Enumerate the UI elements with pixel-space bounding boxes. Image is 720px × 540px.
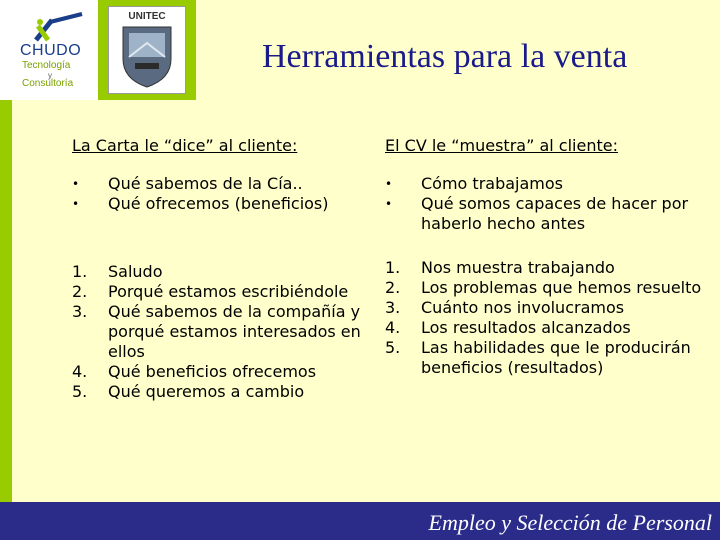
- unitec-shield-icon: [109, 7, 185, 93]
- list-item: [72, 262, 362, 282]
- list-item-text: Qué somos capaces de hacer por haberlo hecho antes: [421, 194, 689, 233]
- list-item: [72, 282, 362, 302]
- list-item: [72, 302, 362, 362]
- list-item: [385, 258, 705, 278]
- list-item-text: Saludo: [108, 262, 163, 281]
- footer-bar: [0, 502, 720, 540]
- chudo-tagline-3: Consultoría: [22, 78, 74, 89]
- list-item-text: Las habilidades que le producirán beneficios (resultados): [421, 338, 691, 377]
- carta-heading: [72, 136, 362, 156]
- unitec-wordmark: UNITEC: [128, 11, 166, 22]
- list-number: 4.: [72, 362, 88, 381]
- list-number: 3.: [385, 298, 401, 317]
- list-item-text: Qué beneficios ofrecemos: [108, 362, 317, 381]
- chudo-logo: [0, 0, 98, 100]
- list-item: [72, 194, 362, 214]
- footer-text: Empleo y Selección de Personal: [428, 510, 712, 535]
- carta-heading-text: La Carta le “dice” al cliente: [72, 136, 292, 155]
- list-number: 2.: [72, 282, 88, 301]
- bullet-icon: •: [72, 197, 80, 211]
- carta-numbered-list: [72, 262, 362, 402]
- chudo-tagline-2: y: [48, 71, 52, 80]
- chudo-wordmark: CHUDO: [20, 42, 82, 59]
- list-number: 5.: [385, 338, 401, 357]
- bullet-icon: •: [385, 197, 393, 211]
- list-item-text: Los problemas que hemos resuelto: [421, 278, 702, 297]
- carta-bullet-list: [72, 174, 362, 214]
- list-item: [385, 278, 705, 298]
- list-item: [385, 174, 705, 194]
- list-item: [72, 362, 362, 382]
- list-item-text: Nos muestra trabajando: [421, 258, 615, 277]
- list-number: 1.: [72, 262, 88, 281]
- unitec-logo: [108, 6, 186, 94]
- list-item-text: Los resultados alcanzados: [421, 318, 631, 337]
- list-item-text: Qué sabemos de la Cía..: [108, 174, 303, 193]
- list-item: [385, 338, 705, 378]
- list-item: [72, 174, 362, 194]
- list-item-text: Qué queremos a cambio: [108, 382, 305, 401]
- list-item: [385, 194, 705, 234]
- bullet-icon: •: [385, 177, 393, 191]
- cv-bullet-list: [385, 174, 705, 234]
- list-item: [385, 298, 705, 318]
- list-number: 3.: [72, 302, 88, 321]
- bullet-icon: •: [72, 177, 80, 191]
- list-number: 4.: [385, 318, 401, 337]
- list-item: [385, 318, 705, 338]
- list-item-text: Cuánto nos involucramos: [421, 298, 625, 317]
- list-item-text: Qué ofrecemos (beneficios): [108, 194, 329, 213]
- list-item: [72, 382, 362, 402]
- list-number: 5.: [72, 382, 88, 401]
- carta-heading-colon: :: [291, 136, 298, 155]
- list-item-text: Qué sabemos de la compañía y porqué estamos interesados en ellos: [108, 302, 361, 361]
- cv-numbered-list: [385, 258, 705, 378]
- cv-heading: [385, 136, 705, 156]
- carta-column: [72, 136, 362, 402]
- list-number: 1.: [385, 258, 401, 277]
- cv-heading-colon: :: [612, 136, 618, 155]
- slide-title: Herramientas para la venta: [262, 38, 628, 75]
- list-number: 2.: [385, 278, 401, 297]
- list-item-text: Porqué estamos escribiéndole: [108, 282, 349, 301]
- list-item-text: Cómo trabajamos: [421, 174, 563, 193]
- chudo-tagline-1: Tecnología: [22, 60, 71, 71]
- cv-heading-text: El CV le “muestra” al cliente: [385, 136, 613, 155]
- cv-column: [385, 136, 705, 378]
